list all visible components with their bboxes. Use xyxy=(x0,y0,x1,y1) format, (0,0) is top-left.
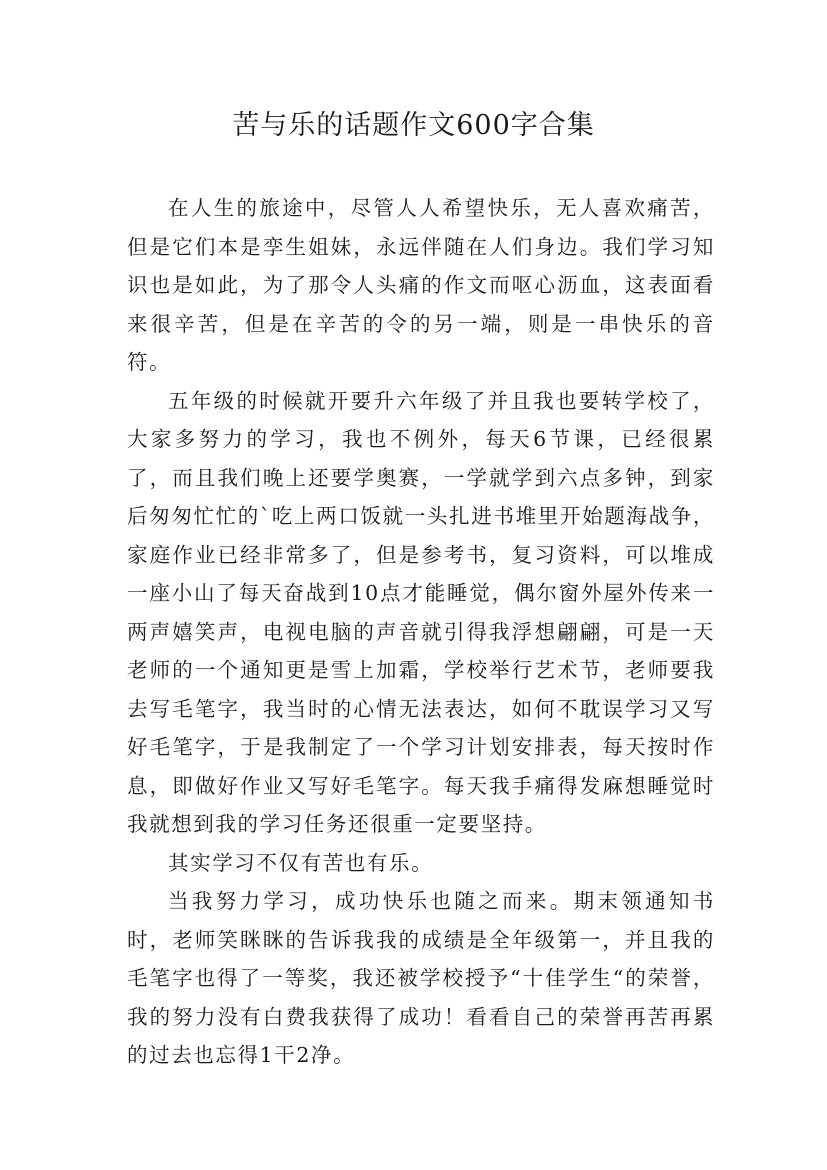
document-body xyxy=(127,189,715,1075)
paragraph: 五年级的时候就开要升六年级了并且我也要转学校了，大家多努力的学习，我也不例外，每天6节课，已经很累了，而且我们晚上还要学奥赛，一学就学到六点多钟，到家后匆匆忙忙的`吃上两口饭就一头扎进书堆里开始题海战争，家庭作业已经非常多了，但是参考书，复习资料，可以堆成一座小山了每天奋战到10点才能睡觉，偶尔窗外屋外传来一两声嬉笑声，电视电脑的声音就引得我浮想翩翩，可是一天老师的一个通知更是雪上加霜，学校举行艺术节，老师要我去写毛笔字，我当时的心情无法表达，如何不耽误学习又写好毛笔字，于是我制定了一个学习计划安排表，每天按时作息，即做好作业又写好毛笔字。每天我手痛得发麻想睡觉时我就想到我的学习任务还很重一定要坚持。 xyxy=(127,388,715,836)
paragraph: 在人生的旅途中，尽管人人希望快乐，无人喜欢痛苦，但是它们本是孪生姐妹，永远伴随在人们身边。我们学习知识也是如此，为了那令人头痛的作文而呕心沥血，这表面看来很辛苦，但是在辛苦的令的另一端，则是一串快乐的音符。 xyxy=(127,196,715,374)
document-title: 苦与乐的话题作文600字合集 xyxy=(232,110,595,141)
paragraph: 当我努力学习，成功快乐也随之而来。期末领通知书时，老师笑眯眯的告诉我我的成绩是全年级第一，并且我的毛笔字也得了一等奖，我还被学校授予“十佳学生“的荣誉，我的努力没有白费我获得了成功！看看自己的荣誉再苦再累的过去也忘得1干2净。 xyxy=(127,889,715,1067)
paragraph: 其实学习不仅有苦也有乐。 xyxy=(168,850,434,875)
